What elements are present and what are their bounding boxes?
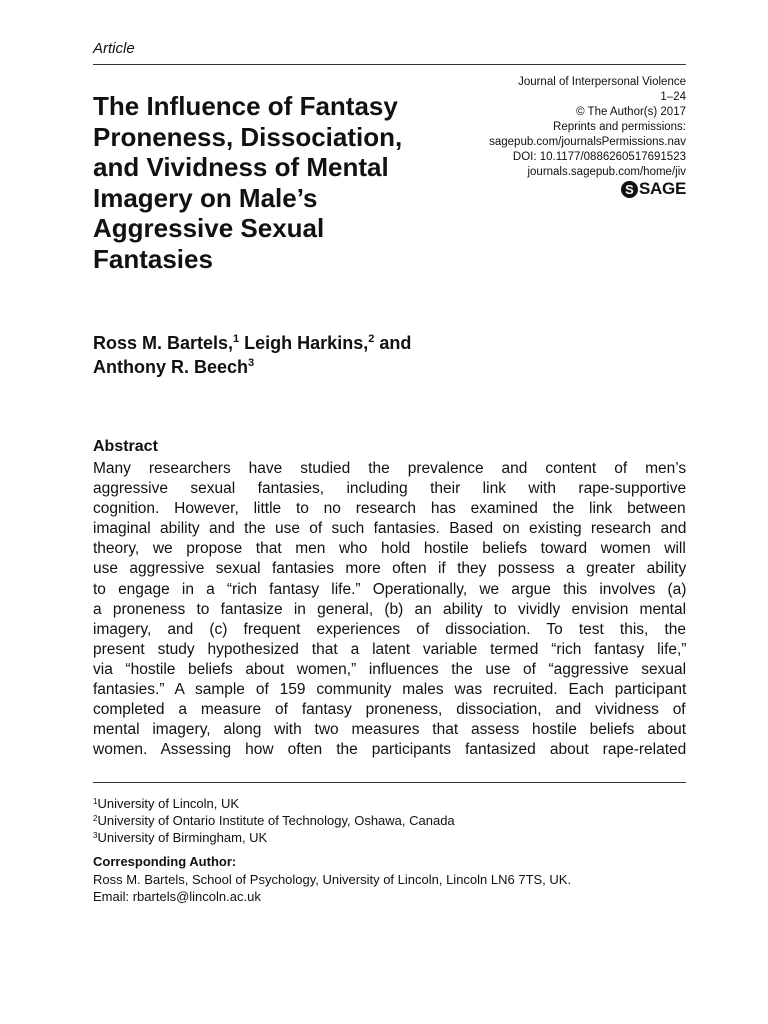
title-line: The Influence of Fantasy [93, 91, 398, 121]
author-name: Anthony R. Beech [93, 357, 249, 377]
affiliation-marker: 2 [93, 814, 98, 823]
affiliation-text: University of Lincoln, UK [97, 796, 240, 811]
journal-permissions-link[interactable]: sagepub.com/journalsPermissions.nav [489, 136, 686, 148]
title-line: Proneness, Dissociation, [93, 121, 403, 152]
footnote-rule [93, 782, 686, 783]
abstract-line: a proneness to fantasize in general, (b) an ability to vividly envision mental [93, 600, 687, 618]
corresponding-address: Ross M. Bartels, School of Psychology, University of Lincoln, Lincoln LN6 7TS, UK. [93, 872, 572, 887]
author-list [93, 331, 653, 379]
abstract-heading: Abstract [93, 438, 158, 455]
journal-pages: 1–24 [660, 91, 686, 103]
abstract-line: fantasies.” A sample of 159 community males was recruited. Each participant [93, 681, 687, 699]
corresponding-author-details [93, 871, 571, 905]
abstract-line: via “hostile beliefs about women,” influences the use of “aggressive sexual [93, 660, 687, 678]
sage-logo [621, 179, 686, 199]
affiliation-text: University of Birmingham, UK [97, 830, 268, 845]
journal-name: Journal of Interpersonal Violence [518, 76, 686, 88]
affiliation-marker: 1 [233, 333, 240, 345]
affiliation-marker: 2 [368, 333, 375, 345]
affiliation-list [93, 795, 455, 846]
affiliation-marker: 3 [93, 831, 98, 840]
author-line [93, 355, 653, 379]
affiliation-item [93, 829, 455, 846]
abstract-line: completed a measure of fantasy proneness, dissociation, and vividness of [93, 701, 686, 719]
title-line: Imagery on Male’s [93, 182, 318, 213]
author-name: Leigh Harkins, [239, 333, 369, 353]
affiliation-marker: 3 [248, 357, 255, 369]
abstract-line: to engage in a “rich fantasy life.” Operationally, we argue this involves (a) [93, 580, 687, 598]
abstract-line: women. Assessing how often the participants fantasized about rape-related [93, 741, 687, 759]
affiliation-item [93, 795, 455, 812]
author-conjunction: and [374, 333, 412, 353]
abstract-line: cognition. However, little to no research has examined the link between [93, 500, 686, 518]
affiliation-marker: 1 [93, 797, 98, 806]
author-name: Ross M. Bartels, [93, 333, 234, 353]
abstract-line: mental imagery, along with two measures that assess hostile beliefs about [93, 721, 687, 739]
journal-homepage-link[interactable]: journals.sagepub.com/home/jiv [527, 166, 686, 178]
abstract-body [93, 459, 686, 760]
journal-meta [489, 75, 686, 180]
affiliation-item [93, 812, 455, 829]
title-line: Fantasies [93, 243, 213, 274]
abstract-line: Many researchers have studied the prevalence and content of men’s [93, 460, 687, 477]
abstract-line: theory, we propose that men who hold hostile beliefs toward women will [93, 540, 686, 558]
abstract-line: aggressive sexual fantasies, including their link with rape-supportive [93, 480, 687, 498]
sage-logo-icon: S [621, 181, 638, 198]
journal-copyright: © The Author(s) 2017 [576, 106, 686, 118]
title-line: and Vividness of Mental [93, 152, 389, 182]
corresponding-email[interactable]: Email: rbartels@lincoln.ac.uk [93, 889, 261, 904]
affiliation-text: University of Ontario Institute of Technology, Oshawa, Canada [97, 813, 455, 828]
header-rule [93, 64, 686, 65]
abstract-line: use aggressive sexual fantasies more often if they possess a greater ability [93, 560, 687, 578]
journal-doi[interactable]: DOI: 10.1177/0886260517691523 [512, 151, 686, 163]
section-label: Article [93, 40, 135, 57]
abstract-line: imagery, and (c) frequent experiences of dissociation. To test this, the [93, 620, 687, 638]
title-line: Aggressive Sexual [93, 213, 325, 243]
author-line [93, 331, 653, 355]
article-title [93, 91, 473, 274]
sage-wordmark: SAGE [639, 179, 686, 198]
abstract-line: imaginal ability and the use of such fantasies. Based on existing research and [93, 520, 687, 538]
abstract-line: present study hypothesized that a latent variable termed “rich fantasy life,” [93, 640, 687, 658]
corresponding-author-heading: Corresponding Author: [93, 854, 237, 869]
journal-reprints: Reprints and permissions: [553, 121, 686, 133]
